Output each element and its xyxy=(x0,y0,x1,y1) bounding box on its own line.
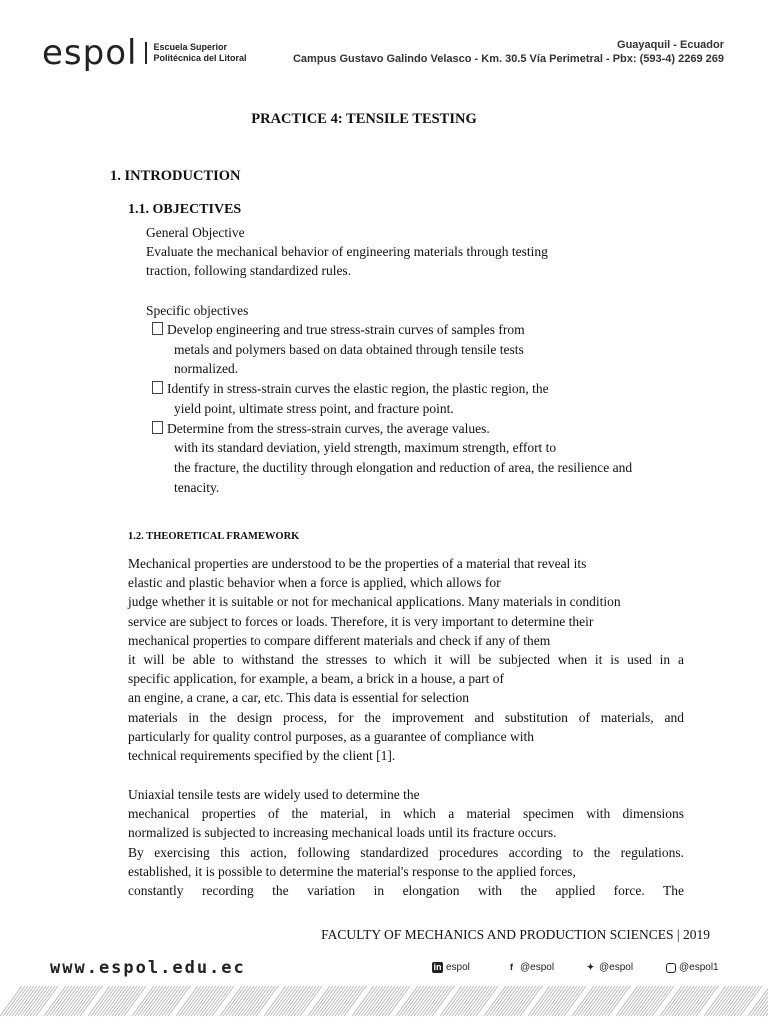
specific-objectives-label: Specific objectives xyxy=(146,303,249,318)
general-objective-line-1: Evaluate the mechanical behavior of engineering materials through testing xyxy=(146,244,548,259)
bullet-2 xyxy=(152,379,549,398)
facebook-link[interactable] xyxy=(506,962,554,973)
instagram-icon xyxy=(666,963,676,973)
twitter-handle: @espol xyxy=(599,962,634,973)
paragraph-line: specific application, for example, a beam, a brick in a house, a part of xyxy=(128,671,504,687)
facebook-icon: f xyxy=(510,962,513,972)
paragraph-line: constantly recording the variation in elongation with the applied force. The xyxy=(128,883,684,899)
bullet-1-line-3: normalized. xyxy=(174,361,239,376)
header-address: Campus Gustavo Galindo Velasco - Km. 30.5 Vía Perimetral - Pbx: (593-4) 2269 269 xyxy=(292,53,724,65)
bullet-box-icon xyxy=(152,322,163,335)
instagram-link[interactable] xyxy=(666,962,719,973)
bullet-1 xyxy=(152,320,525,339)
framework-paragraph-2 xyxy=(128,785,684,900)
facebook-handle: @espol xyxy=(520,962,555,973)
general-objective-label: General Objective xyxy=(146,225,245,240)
bullet-3-line-3: the fracture, the ductility through elongation and reduction of area, the resilience and xyxy=(174,460,633,475)
paragraph-line: normalized is subjected to increasing mechanical loads until its fracture occurs. xyxy=(128,825,557,841)
paragraph-line: judge whether it is suitable or not for mechanical applications. Many materials in condition xyxy=(128,594,621,610)
twitter-link[interactable] xyxy=(585,962,633,973)
paragraph-line: technical requirements specified by the client [1]. xyxy=(128,748,396,764)
paragraph-line: mechanical properties to compare different materials and check if any of them xyxy=(128,632,551,648)
espol-logo xyxy=(42,33,247,73)
paragraph-line: By exercising this action, following standardized procedures according to the regulations. xyxy=(128,844,684,860)
logo-subtitle-line-2: Politécnica del Litoral xyxy=(153,53,247,63)
header-city: Guayaquil - Ecuador xyxy=(617,39,724,51)
bullet-box-icon xyxy=(152,421,163,434)
paragraph-line: mechanical properties of the material, in which a material specimen with dimensions xyxy=(128,806,684,822)
document-title: PRACTICE 4: TENSILE TESTING xyxy=(251,111,477,127)
logo-subtitle xyxy=(145,42,246,64)
decorative-stripe-band xyxy=(0,984,768,1018)
framework-paragraph-1 xyxy=(128,554,684,765)
bullet-box-icon xyxy=(152,381,163,394)
linkedin-link[interactable] xyxy=(432,962,470,973)
bullet-3 xyxy=(152,419,490,438)
logo-wordmark: espol xyxy=(42,33,138,73)
twitter-icon: ✦ xyxy=(586,962,595,972)
website-link[interactable]: www.espol.edu.ec xyxy=(50,958,246,978)
paragraph-line: particularly for quality control purposes, as a guarantee of compliance with xyxy=(128,728,534,744)
section-introduction-heading: 1. INTRODUCTION xyxy=(110,168,241,184)
paragraph-line: it will be able to withstand the stresses to which it will be subjected when it is used in a xyxy=(128,652,684,668)
faculty-footer-line: FACULTY OF MECHANICS AND PRODUCTION SCIENCES | 2019 xyxy=(321,927,710,942)
linkedin-icon: in xyxy=(433,962,442,972)
paragraph-line: elastic and plastic behavior when a force is applied, which allows for xyxy=(128,575,501,591)
bullet-3-line-2: with its standard deviation, yield strength, maximum strength, effort to xyxy=(174,440,557,455)
bullet-1-line-2: metals and polymers based on data obtained through tensile tests xyxy=(174,342,524,357)
paragraph-line: Mechanical properties are understood to be the properties of a material that reveal its xyxy=(128,556,587,571)
paragraph-line: Uniaxial tensile tests are widely used to determine the xyxy=(128,787,420,802)
paragraph-line: established, it is possible to determine the material's response to the applied forces, xyxy=(128,863,576,879)
bullet-3-line-4: tenacity. xyxy=(174,480,220,495)
objectives-heading: 1.1. OBJECTIVES xyxy=(128,202,242,217)
linkedin-handle: espol xyxy=(446,962,470,973)
general-objective-line-2: traction, following standardized rules. xyxy=(146,263,352,278)
paragraph-line: materials in the design process, for the improvement and substitution of materials, and xyxy=(128,709,684,725)
bullet-2-line-1: Identify in stress-strain curves the elastic region, the plastic region, the xyxy=(167,381,549,396)
header-address-block xyxy=(293,38,724,66)
theoretical-framework-heading: 1.2. THEORETICAL FRAMEWORK xyxy=(128,531,300,542)
bullet-2-line-2: yield point, ultimate stress point, and fracture point. xyxy=(174,401,454,416)
instagram-handle: @espol1 xyxy=(679,962,719,973)
bullet-1-line-1: Develop engineering and true stress-strain curves of samples from xyxy=(167,322,525,337)
paragraph-line: an engine, a crane, a car, etc. This data is essential for selection xyxy=(128,690,470,706)
logo-subtitle-line-1: Escuela Superior xyxy=(153,42,227,52)
paragraph-line: service are subject to forces or loads. Therefore, it is very important to determine their xyxy=(128,613,594,629)
bullet-3-line-1: Determine from the stress-strain curves, the average values. xyxy=(167,421,490,436)
